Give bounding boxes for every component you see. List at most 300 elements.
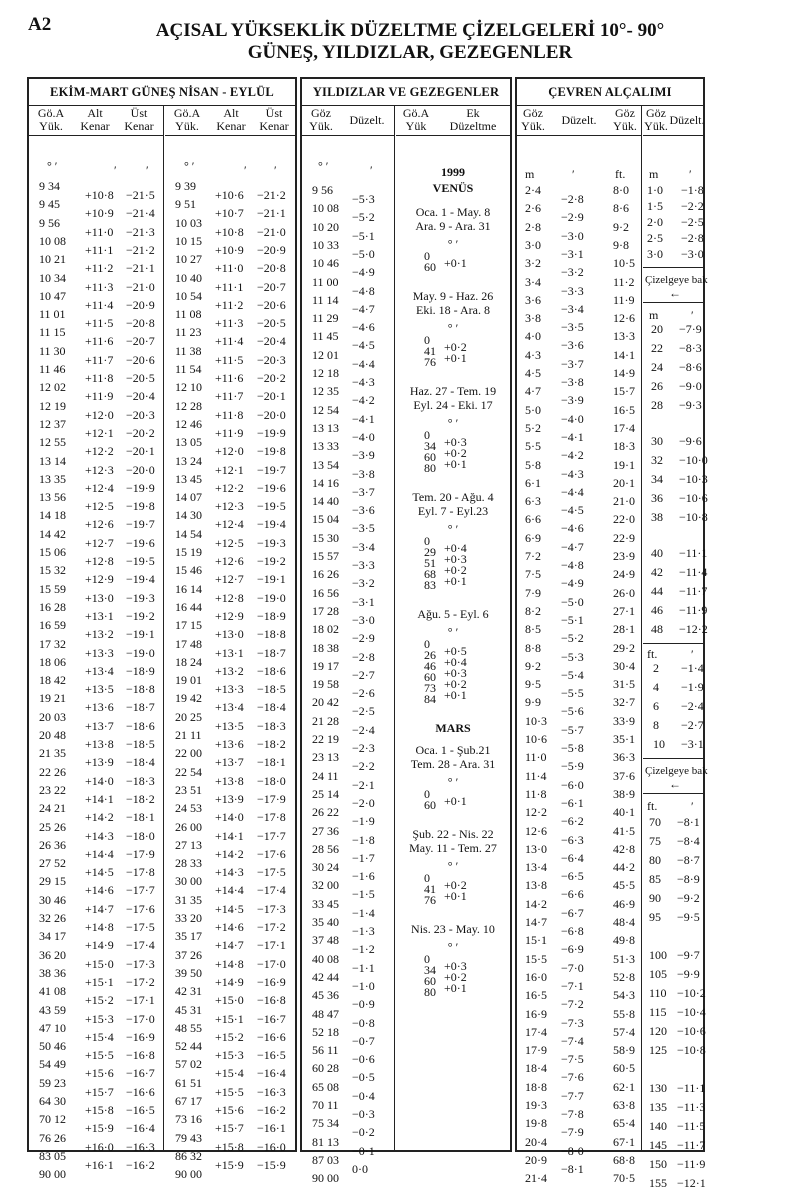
dip-height-m: 11·8 — [525, 786, 547, 801]
sun-apr-upper: −18·4 — [257, 700, 286, 715]
dip-unit-min: ′ — [689, 167, 692, 181]
sun-apr-upper: −20·1 — [257, 389, 286, 404]
sun-oct-lower: +13·0 — [85, 590, 114, 605]
sun-oct-lower: +15·2 — [85, 993, 114, 1008]
star-corr: −1·8 — [352, 832, 375, 847]
star-corr: −4·7 — [352, 301, 375, 316]
dip-height-m: 4·3 — [525, 347, 541, 362]
sun-oct-upper: −19·1 — [126, 627, 155, 642]
dip-large-m: 24 — [651, 360, 663, 374]
sun-oct-lower: +11·3 — [85, 279, 114, 294]
dip-large-ft: 95 — [649, 910, 661, 924]
dip-large-ft-corr: −9·2 — [677, 891, 700, 905]
dip-height-ft: 57·4 — [613, 1024, 635, 1039]
sun-apr-upper: −15·9 — [257, 1157, 286, 1172]
dip-small-ft: 8 — [653, 718, 659, 732]
star-alt: 27 36 — [312, 823, 339, 838]
star-corr: −0·1 — [352, 1143, 375, 1158]
dip-height-ft: 55·8 — [613, 1006, 635, 1021]
col-ust: Üst — [265, 106, 283, 120]
dip-separator — [643, 267, 705, 268]
col-ust-kenar: Kenar — [124, 119, 154, 133]
sun-apr-upper: −20·8 — [257, 261, 286, 276]
sun-oct-lower: +11·0 — [85, 224, 114, 239]
dip-height-ft: 21·0 — [613, 494, 635, 509]
star-alt: 18 02 — [312, 622, 339, 637]
dip-corr: −5·0 — [561, 594, 584, 609]
star-alt: 30 24 — [312, 860, 339, 875]
dip-corr: −7·5 — [561, 1052, 584, 1067]
sun-oct-alt: 18 06 — [39, 654, 66, 669]
sun-apr-alt: 10 15 — [175, 233, 202, 248]
sun-oct-upper: −19·2 — [126, 608, 155, 623]
sun-apr-lower: +12·9 — [215, 608, 244, 623]
sun-apr-lower: +10·6 — [215, 188, 244, 202]
star-corr: −3·4 — [352, 539, 375, 554]
sun-oct-lower: +15·6 — [85, 1066, 114, 1081]
star-alt: 10 20 — [312, 219, 339, 234]
sun-oct-upper: −20·5 — [126, 371, 155, 385]
dip-height-ft: 22·9 — [613, 530, 635, 545]
sun-apr-alt: 17 15 — [175, 618, 202, 633]
sun-apr-upper: −19·6 — [257, 480, 286, 495]
sun-apr-alt: 15 46 — [175, 563, 202, 578]
star-corr: −5·2 — [352, 210, 375, 225]
mars-g1-units: ° ′ — [447, 775, 459, 789]
sun-oct-upper: −21·2 — [126, 242, 155, 257]
dip-large-corr: −9·6 — [679, 434, 702, 448]
dip-height-m: 16·9 — [525, 1006, 547, 1021]
dip-corr: −3·0 — [561, 228, 584, 243]
dip-large-ft-corr: −10·6 — [677, 1024, 706, 1038]
dip-large-corr: −10·0 — [679, 453, 708, 467]
mars-g3-corr: +0·3 — [444, 959, 467, 973]
sun-oct-lower: +15·3 — [85, 1011, 114, 1026]
dip-corr: −8·1 — [561, 1161, 584, 1176]
venus-g4-alt: 29 — [424, 545, 436, 559]
star-corr: −4·3 — [352, 375, 375, 389]
star-corr: −1·9 — [352, 814, 375, 829]
dip-large-m: 36 — [651, 491, 663, 505]
sun-oct-lower: +12·8 — [85, 554, 114, 568]
dip-corr: −7·9 — [561, 1125, 584, 1140]
venus-g3-dates: Haz. 27 - Tem. 19 — [409, 384, 497, 398]
sun-apr-alt: 33 20 — [175, 911, 202, 925]
sun-apr-upper: −16·0 — [257, 1139, 286, 1154]
sun-oct-lower: +11·4 — [85, 297, 114, 312]
star-corr: −0·4 — [352, 1088, 375, 1103]
sun-oct-alt: 10 34 — [39, 270, 66, 285]
dip-height-m: 6·6 — [525, 512, 541, 527]
sun-apr-upper: −21·1 — [257, 206, 286, 221]
star-corr: −2·3 — [352, 741, 375, 755]
star-alt: 42 44 — [312, 969, 339, 984]
dip-large-m: 28 — [651, 398, 663, 412]
sun-apr-lower: +11·2 — [215, 297, 244, 312]
star-corr: −0·8 — [352, 1015, 375, 1030]
sun-apr-lower: +14·8 — [215, 956, 244, 971]
sun-apr-alt: 10 27 — [175, 252, 202, 267]
dip-corr: −7·4 — [561, 1033, 584, 1048]
sun-apr-alt: 17 48 — [175, 636, 202, 651]
star-alt: 13 13 — [312, 420, 339, 435]
dip-height-m: 5·5 — [525, 439, 541, 454]
star-corr: −5·3 — [352, 192, 375, 206]
dip-height-m: 7·2 — [525, 549, 541, 563]
star-corr: −0·9 — [352, 997, 375, 1012]
col-alt: Alt — [87, 106, 103, 120]
sun-apr-upper: −19·3 — [257, 535, 286, 550]
sun-apr-lower: +10·8 — [215, 224, 244, 239]
sun-oct-upper: −21·5 — [126, 188, 155, 202]
sun-apr-lower: +15·3 — [215, 1048, 244, 1063]
dip-height-ft: 27·1 — [613, 603, 635, 618]
sun-heading: EKİM-MART GÜNEŞ NİSAN - EYLÜL — [29, 79, 295, 106]
venus-g4-dates: Eyl. 7 - Eyl.23 — [417, 504, 489, 518]
stars-header-right — [396, 105, 510, 136]
sun-oct-lower: +13·8 — [85, 737, 114, 751]
sun-oct-lower: +11·1 — [85, 242, 114, 257]
dip-small-ft: 2 — [653, 661, 659, 675]
dip-large-ft: 75 — [649, 834, 661, 848]
star-corr: −2·9 — [352, 631, 375, 646]
star-alt: 10 08 — [312, 201, 339, 216]
dip-large-ft: 145 — [649, 1138, 667, 1152]
venus-g2-dates: May. 9 - Haz. 26 — [412, 289, 494, 303]
dip-height-m: 8·5 — [525, 622, 541, 637]
sun-apr-lower: +15·4 — [215, 1066, 244, 1081]
star-corr: −1·2 — [352, 942, 375, 957]
sun-apr-lower: +14·5 — [215, 901, 244, 916]
sun-apr-upper: −17·4 — [257, 883, 286, 898]
sun-oct-lower: +14·9 — [85, 938, 114, 953]
sun-apr-upper: −20·7 — [257, 279, 286, 294]
dip-divider — [641, 105, 642, 1150]
star-alt: 11 29 — [312, 311, 339, 326]
col-yuk: Yük. — [309, 119, 333, 133]
star-alt: 10 46 — [312, 256, 339, 271]
sun-apr-alt: 11 38 — [175, 343, 202, 358]
sun-apr-alt: 30 00 — [175, 874, 202, 889]
sun-oct-upper: −16·4 — [126, 1121, 155, 1136]
sun-oct-lower: +12·3 — [85, 462, 114, 477]
dip-small-ft-corr: −2·4 — [681, 699, 704, 713]
dip-height-m: 19·8 — [525, 1116, 547, 1131]
dip-height-m: 12·6 — [525, 823, 547, 838]
venus-g2-alt: 76 — [424, 355, 436, 369]
col-ek: Ek — [466, 106, 480, 120]
sun-oct-alt: 50 46 — [39, 1039, 66, 1054]
sun-apr-alt: 23 51 — [175, 782, 202, 797]
dip-height-ft: 37·6 — [613, 768, 635, 783]
mars-g1-corr: +0·1 — [444, 794, 467, 808]
dip-large-ft: 70 — [649, 815, 661, 829]
star-alt: 11 00 — [312, 274, 339, 289]
sun-units: ′ — [244, 163, 247, 177]
sun-units: ° ′ — [47, 159, 58, 173]
dip-height-m: 13·8 — [525, 878, 547, 893]
sun-apr-upper: −17·0 — [257, 956, 286, 971]
sun-oct-lower: +13·2 — [85, 627, 114, 642]
sun-oct-lower: +13·5 — [85, 682, 114, 697]
sun-apr-upper: −17·5 — [257, 865, 286, 880]
sun-apr-lower: +14·6 — [215, 920, 244, 934]
sun-oct-alt: 34 17 — [39, 929, 66, 944]
star-alt: 15 04 — [312, 512, 339, 527]
dip-large-ft-corr: −8·7 — [677, 853, 700, 867]
mars-g3-corr: +0·1 — [444, 981, 467, 995]
dip-large-corr: −11·9 — [679, 603, 708, 617]
sun-oct-upper: −20·6 — [126, 352, 155, 367]
sun-oct-alt: 13 35 — [39, 471, 66, 486]
sun-oct-alt: 10 21 — [39, 252, 66, 267]
col-goz: Göz — [615, 106, 635, 120]
sun-apr-alt: 15 19 — [175, 545, 202, 559]
star-alt: 45 36 — [312, 988, 339, 1003]
star-alt: 18 38 — [312, 640, 339, 655]
sun-apr-lower: +12·7 — [215, 572, 244, 587]
star-alt: 16 26 — [312, 567, 339, 582]
sun-apr-upper: −18·1 — [257, 755, 286, 770]
col-ust-kenar: Kenar — [259, 119, 289, 133]
dip-unit-min: ′ — [691, 647, 694, 661]
dip-height-m: 19·3 — [525, 1098, 547, 1112]
dip-height-ft: 41·5 — [613, 823, 635, 838]
dip-unit-min: ′ — [572, 167, 575, 181]
sun-oct-alt: 36 20 — [39, 947, 66, 962]
sun-apr-upper: −21·0 — [257, 224, 286, 239]
dip-height-ft: 42·8 — [613, 841, 635, 856]
sun-oct-mar-header — [29, 105, 163, 136]
dip-height-m: 5·8 — [525, 457, 541, 472]
sun-oct-upper: −21·4 — [126, 206, 155, 221]
dip-height-m: 9·2 — [525, 658, 541, 673]
star-alt: 15 57 — [312, 549, 339, 563]
dip-height-ft: 70·5 — [613, 1171, 635, 1186]
sun-oct-upper: −18·4 — [126, 755, 155, 770]
star-corr: −4·0 — [352, 429, 375, 444]
dip-height-m: 16·0 — [525, 969, 547, 984]
dip-small-ft: 6 — [653, 699, 659, 713]
mars-g1-dates: Oca. 1 - Şub.21 — [415, 743, 491, 757]
sun-oct-lower: +14·6 — [85, 883, 114, 898]
star-alt: 52 18 — [312, 1024, 339, 1039]
sun-apr-lower: +14·0 — [215, 810, 244, 825]
sun-oct-lower: +14·1 — [85, 791, 114, 806]
dip-corr: −6·7 — [561, 905, 584, 920]
sun-apr-lower: +13·2 — [215, 663, 244, 678]
sun-oct-upper: −19·4 — [126, 572, 155, 587]
dip-height-m: 4·7 — [525, 384, 541, 399]
star-alt: 20 42 — [312, 695, 339, 710]
sun-oct-alt: 64 30 — [39, 1094, 66, 1108]
dip-height-ft: 60·5 — [613, 1061, 635, 1076]
dip-large-corr: −10·3 — [679, 472, 708, 486]
sun-oct-upper: −19·9 — [126, 480, 155, 495]
star-corr: −4·5 — [352, 338, 375, 353]
dip-height-ft: 8·6 — [613, 201, 629, 216]
sun-oct-upper: −17·5 — [126, 920, 155, 934]
sun-oct-alt: 20 48 — [39, 728, 66, 742]
dip-height-m: 3·2 — [525, 256, 541, 271]
venus-g2-corr: +0·1 — [444, 351, 467, 365]
star-alt: 37 48 — [312, 933, 339, 948]
dip-large-m: 26 — [651, 379, 663, 393]
sun-apr-lower: +13·5 — [215, 718, 244, 733]
dip-corr: −3·2 — [561, 265, 584, 280]
dip-unit-min: ′ — [691, 308, 694, 322]
star-corr: −2·1 — [352, 777, 375, 792]
col-goz: Göz — [311, 106, 331, 120]
star-alt: 11 45 — [312, 329, 339, 344]
dip-height-m: 8·8 — [525, 640, 541, 655]
sun-oct-alt: 90 00 — [39, 1167, 66, 1182]
sun-apr-upper: −18·7 — [257, 645, 286, 660]
dip-corr: −2·9 — [561, 210, 584, 225]
dip-height-ft: 14·1 — [613, 347, 635, 362]
venus-g5-alt: 0 — [424, 637, 430, 651]
sun-oct-alt: 41 08 — [39, 984, 66, 999]
sun-oct-lower: +14·4 — [85, 846, 114, 861]
sun-oct-upper: −21·0 — [126, 279, 155, 294]
dip-height-m: 2·4 — [525, 183, 541, 197]
dip-corr: −3·7 — [561, 356, 584, 371]
dip-large-corr: −7·9 — [679, 322, 702, 336]
dip-corr: −5·2 — [561, 631, 584, 646]
dip-height-ft: 14·9 — [613, 366, 635, 380]
dip-corr: −7·6 — [561, 1070, 584, 1085]
dip-large-ft-corr: −10·4 — [677, 1005, 706, 1019]
dip-small-m: 3·0 — [647, 247, 663, 261]
dip-height-ft: 19·1 — [613, 457, 635, 472]
col-goz: Göz — [523, 106, 543, 120]
sun-units: ′ — [114, 163, 117, 177]
star-corr: −2·5 — [352, 704, 375, 719]
dip-large-ft: 155 — [649, 1176, 667, 1190]
dip-height-m: 17·9 — [525, 1043, 547, 1058]
sun-apr-lower: +15·6 — [215, 1103, 244, 1117]
sun-apr-alt: 31 35 — [175, 892, 202, 907]
venus-g4-corr: +0·3 — [444, 552, 467, 566]
venus-g3-corr: +0·1 — [444, 457, 467, 471]
dip-large-ft-corr: −10·2 — [677, 986, 706, 1000]
dip-height-m: 18·8 — [525, 1079, 547, 1094]
sun-oct-alt: 12 19 — [39, 398, 66, 413]
star-corr: −4·4 — [352, 356, 375, 371]
sun-apr-lower: +11·7 — [215, 389, 244, 404]
sun-oct-upper: −17·3 — [126, 956, 155, 971]
sun-apr-upper: −18·6 — [257, 663, 286, 678]
sun-apr-upper: −18·2 — [257, 737, 286, 751]
sun-oct-alt: 10 08 — [39, 233, 66, 248]
dip-height-ft: 30·4 — [613, 658, 635, 673]
star-corr: −4·2 — [352, 393, 375, 408]
mars-g2-alt: 0 — [424, 871, 430, 885]
mars-g2-dates: May. 11 - Tem. 27 — [409, 841, 497, 855]
star-alt: 40 08 — [312, 951, 339, 966]
sun-apr-alt: 14 07 — [175, 490, 202, 505]
mars-g2-corr: +0·2 — [444, 878, 467, 892]
sun-oct-lower: +11·9 — [85, 389, 114, 404]
sun-apr-lower: +14·7 — [215, 938, 244, 953]
sun-oct-upper: −19·8 — [126, 499, 155, 514]
venus-g4-units: ° ′ — [447, 522, 459, 536]
sun-oct-lower: +14·7 — [85, 901, 114, 916]
dip-unit-m: m — [649, 308, 659, 322]
dip-height-m: 2·8 — [525, 219, 541, 234]
dip-height-ft: 15·7 — [613, 384, 635, 399]
sun-oct-upper: −18·9 — [126, 663, 155, 678]
sun-oct-upper: −17·1 — [126, 993, 155, 1008]
star-alt: 48 47 — [312, 1006, 339, 1021]
dip-small-corr: −2·5 — [681, 215, 704, 229]
dip-corr: −7·2 — [561, 997, 584, 1012]
col-yuk: Yük. — [613, 119, 637, 133]
venus-g1-units: ° ′ — [447, 237, 459, 251]
sun-apr-alt: 18 24 — [175, 654, 202, 669]
dip-height-ft: 32·7 — [613, 695, 635, 710]
dip-small-ft-corr: −3·1 — [681, 737, 704, 751]
dip-table — [515, 77, 708, 1190]
dip-large-ft: 115 — [649, 1005, 667, 1019]
dip-small-corr: −3·0 — [681, 247, 704, 261]
venus-g4-corr: +0·1 — [444, 574, 467, 588]
sun-oct-lower: +15·7 — [85, 1084, 114, 1099]
dip-height-ft: 26·0 — [613, 585, 635, 600]
sun-apr-lower: +14·9 — [215, 974, 244, 989]
star-alt: 12 18 — [312, 366, 339, 380]
dip-large-m: 32 — [651, 453, 663, 467]
sun-oct-lower: +16·1 — [85, 1157, 114, 1172]
sun-apr-lower: +11·0 — [215, 261, 244, 276]
dip-large-corr: −12·2 — [679, 622, 708, 636]
star-corr: −2·7 — [352, 667, 375, 682]
venus-g2-alt: 41 — [424, 344, 436, 358]
sun-apr-alt: 14 54 — [175, 526, 202, 541]
sun-apr-lower: +15·8 — [215, 1139, 244, 1154]
sun-oct-upper: −19·5 — [126, 554, 155, 568]
dip-height-m: 12·2 — [525, 805, 547, 820]
sun-apr-alt: 61 51 — [175, 1075, 202, 1090]
dip-corr: −3·6 — [561, 338, 584, 353]
dip-height-ft: 12·6 — [613, 311, 635, 326]
star-alt: 10 33 — [312, 237, 339, 252]
sun-apr-lower: +15·1 — [215, 1011, 244, 1026]
dip-corr: −7·3 — [561, 1015, 584, 1030]
stars-table — [300, 77, 512, 1186]
sun-table — [27, 77, 297, 1182]
dip-small-corr: −1·8 — [681, 183, 704, 197]
dip-small-ft: 10 — [653, 737, 665, 751]
dip-corr: −3·3 — [561, 283, 584, 298]
sun-oct-alt: 11 01 — [39, 307, 66, 322]
sun-apr-alt: 13 05 — [175, 435, 202, 450]
dip-corr: −7·1 — [561, 978, 584, 993]
star-alt: 87 03 — [312, 1152, 339, 1167]
dip-height-ft: 44·2 — [613, 860, 635, 875]
dip-large-corr: −9·0 — [679, 379, 702, 393]
sun-oct-alt: 83 05 — [39, 1148, 66, 1163]
dip-corr: −4·3 — [561, 466, 584, 481]
sun-apr-upper: −16·4 — [257, 1066, 286, 1081]
dip-height-m: 3·4 — [525, 274, 541, 289]
mars-g2-units: ° ′ — [447, 859, 459, 873]
dip-height-m: 18·4 — [525, 1061, 547, 1076]
sun-apr-alt: 57 02 — [175, 1057, 202, 1072]
dip-large-ft-corr: −9·5 — [677, 910, 700, 924]
star-alt: 14 40 — [312, 494, 339, 509]
venus-g5-units: ° ′ — [447, 625, 459, 639]
